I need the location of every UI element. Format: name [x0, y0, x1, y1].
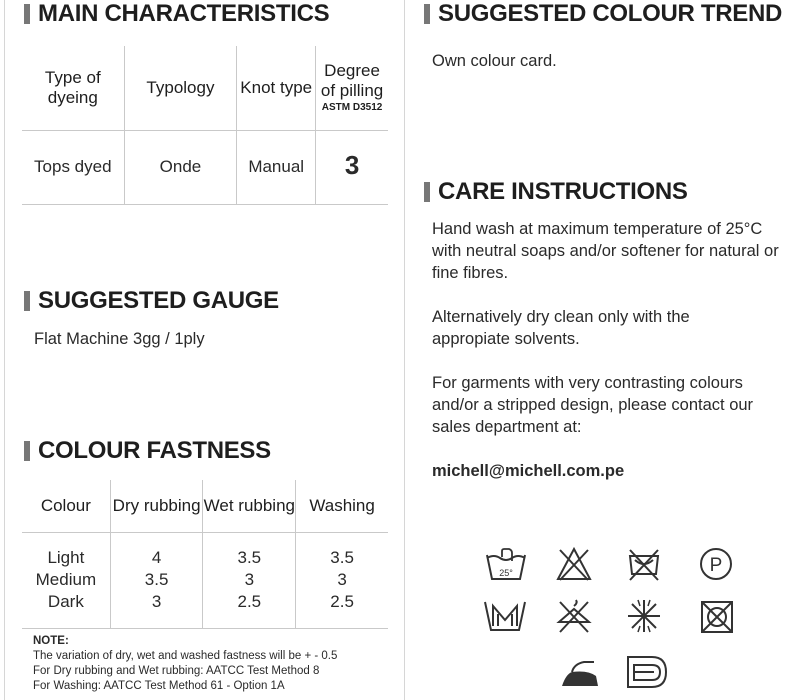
- do-not-wring-icon: [626, 598, 662, 634]
- suggested-colour-trend-title: SUGGESTED COLOUR TREND: [438, 0, 783, 27]
- do-not-hang-dry-icon: [556, 598, 592, 634]
- wet-light: 3.5: [237, 548, 262, 567]
- washing-dark: 2.5: [330, 592, 354, 611]
- care-paragraph-3: For garments with very contrasting colours and/or a stripped design, please contact our sales department at:: [432, 374, 754, 436]
- fastness-dry-column: [110, 532, 203, 628]
- cell-typology: Onde: [124, 130, 237, 204]
- care-instructions-heading: [424, 178, 688, 206]
- cell-type-of-dyeing: Tops dyed: [22, 130, 124, 204]
- main-characteristics-title: MAIN CHARACTERISTICS: [38, 0, 330, 27]
- header-knot-type: Knot type: [237, 46, 316, 130]
- sales-email-link[interactable]: michell@michell.com.pe: [432, 462, 625, 480]
- fastness-colour-column: [22, 532, 110, 628]
- header-colour: Colour: [22, 480, 110, 532]
- pilling-standard: ASTM D3512: [321, 101, 383, 113]
- wet-medium: 3: [244, 570, 255, 589]
- cell-degree-of-pilling: 3: [316, 130, 388, 204]
- dry-clean-restricted-icon: [624, 653, 670, 693]
- iron-low-icon: [558, 656, 602, 690]
- do-not-bleach-icon: [556, 546, 592, 582]
- heading-bar: [424, 182, 430, 202]
- gentle-wash-icon: [482, 598, 528, 634]
- washing-medium: 3: [337, 570, 347, 589]
- header-typology: Typology: [124, 46, 237, 130]
- dry-light: 4: [151, 548, 162, 567]
- column-divider: [404, 0, 405, 700]
- main-characteristics-table: [22, 46, 388, 205]
- main-characteristics-heading: [24, 0, 329, 28]
- colour-fastness-heading: [24, 437, 271, 465]
- fastness-washing-column: [296, 532, 388, 628]
- note-line: For Washing: AATCC Test Method 61 - Option 1A: [33, 680, 285, 692]
- heading-bar: [24, 4, 30, 24]
- suggested-colour-trend-heading: [424, 0, 782, 28]
- left-border: [4, 0, 5, 700]
- row-medium-label: Medium: [35, 570, 97, 589]
- care-paragraph-2: Alternatively dry clean only with the appropiate solvents.: [432, 308, 690, 348]
- note-line: The variation of dry, wet and washed fastness will be + - 0.5: [33, 650, 338, 662]
- note-line: For Dry rubbing and Wet rubbing: AATCC Test Method 8: [33, 665, 320, 677]
- heading-bar: [24, 291, 30, 311]
- hand-wash-icon: [484, 547, 528, 583]
- dry-medium: 3.5: [144, 570, 169, 589]
- svg-text:P: P: [709, 555, 723, 576]
- dry-clean-p-icon: [698, 546, 734, 582]
- suggested-gauge-heading: [24, 287, 279, 315]
- suggested-gauge-title: SUGGESTED GAUGE: [38, 287, 279, 314]
- row-light-label: Light: [47, 548, 85, 567]
- header-washing: Washing: [296, 480, 388, 532]
- heading-bar: [24, 441, 30, 461]
- care-instructions-title: CARE INSTRUCTIONS: [438, 178, 688, 205]
- colour-fastness-title: COLOUR FASTNESS: [38, 437, 271, 464]
- washing-light: 3.5: [330, 548, 354, 567]
- colour-fastness-table: [22, 480, 388, 629]
- do-not-tumble-dry-icon: [626, 546, 662, 582]
- header-degree-of-pilling: Degree of pilling ASTM D3512: [316, 46, 388, 130]
- note-title: NOTE:: [33, 635, 69, 647]
- fastness-wet-column: [203, 532, 296, 628]
- heading-bar: [424, 4, 430, 24]
- fastness-note: [33, 634, 337, 694]
- colour-trend-text: Own colour card.: [432, 52, 557, 70]
- row-dark-label: Dark: [47, 592, 84, 611]
- header-dry-rubbing: Dry rubbing: [110, 480, 203, 532]
- care-paragraph-1: Hand wash at maximum temperature of 25°C with neutral soaps and/or softener for natural or fine fibres.: [432, 220, 779, 282]
- header-type-of-dyeing: Type of dyeing: [22, 46, 124, 130]
- cell-knot-type: Manual: [237, 130, 316, 204]
- header-wet-rubbing: Wet rubbing: [203, 480, 296, 532]
- do-not-tumble-icon: [700, 600, 734, 634]
- dry-dark: 3: [151, 592, 162, 611]
- suggested-gauge-text: Flat Machine 3gg / 1ply: [34, 330, 205, 348]
- svg-text:25°: 25°: [499, 568, 513, 578]
- wet-dark: 2.5: [237, 592, 262, 611]
